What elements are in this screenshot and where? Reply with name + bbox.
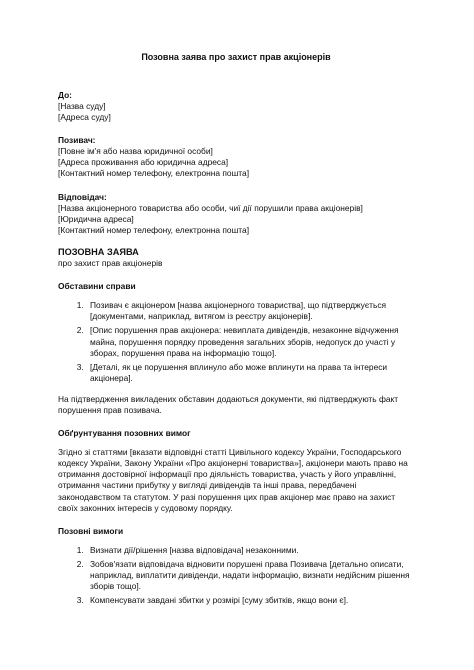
plaintiff-label: Позивач: bbox=[58, 135, 96, 146]
grounds-heading: Обґрунтування позовних вимог bbox=[58, 428, 191, 439]
list-item: 3. Компенсувати завдані збитки у розмірі [суму збитків, якщо вони є]. bbox=[86, 595, 414, 606]
plaintiff-address: [Адреса проживання або юридична адреса] bbox=[58, 157, 229, 168]
document-title: Позовна заява про захист прав акціонерів bbox=[141, 52, 331, 62]
recipient-label: До: bbox=[58, 89, 72, 100]
circumstances-list bbox=[58, 300, 414, 384]
list-item: 1. Визнати дії/рішення [назва відповідача] незаконними. bbox=[86, 545, 414, 556]
court-address: [Адреса суду] bbox=[58, 112, 111, 123]
list-item: 2. Зобов'язати відповідача відновити порушені права Позивача [детально описати, наприклад, виплатити дивіденди, надати інформацію, визнати недійсним рішення зборів тощо]. bbox=[86, 559, 414, 592]
demands-list bbox=[58, 545, 414, 606]
claim-heading-block bbox=[58, 246, 414, 269]
recipient-block bbox=[58, 90, 414, 123]
list-item: 2. [Опис порушення прав акціонера: невиплата дивідендів, незаконне відчуження майна, порушення порядку проведення загальних зборів, недопуск до участі у зборах, порушення права на інформацію тощо]. bbox=[86, 325, 414, 358]
defendant-block bbox=[58, 192, 414, 236]
court-name: [Назва суду] bbox=[58, 100, 106, 111]
plaintiff-name: [Повне ім'я або назва юридичної особи] bbox=[58, 146, 213, 157]
circumstances-heading: Обставини справи bbox=[58, 281, 136, 292]
list-item: 1. Позивач є акціонером [назва акціонерного товариства], що підтверджується [документами, наприклад, витягом із реєстру акціонерів]. bbox=[86, 300, 414, 322]
plaintiff-contacts: [Контактний номер телефону, електронна пошта] bbox=[58, 168, 250, 179]
claim-heading: ПОЗОВНА ЗАЯВА bbox=[58, 246, 139, 257]
grounds-text: Згідно зі статтями [вказати відповідні статті Цивільного кодексу України, Господарського кодексу України, Закону України «Про акціонерні товариства»], акціонери мають право на отримання достовірної інформації про діяльність товариства, участь у його управлінні, отримання частини прибутку у вигляді дивідендів та інші права, передбачені законодавством та статутом. У разі порушення цих прав акціонер має право на захист своїх законних інтересів у судовому порядку. bbox=[58, 447, 408, 513]
defendant-name: [Назва акціонерного товариства або особи, чиї дії порушили права акціонерів] bbox=[58, 202, 363, 213]
defendant-address: [Юридична адреса] bbox=[58, 213, 134, 224]
circumstances-note: На підтвердження викладених обставин додаються документи, які підтверджують факт порушення прав позивача. bbox=[58, 393, 399, 415]
demands-section bbox=[58, 526, 414, 607]
demands-heading: Позовні вимоги bbox=[58, 525, 124, 536]
grounds-section bbox=[58, 428, 414, 514]
claim-subheading: про захист прав акціонерів bbox=[58, 258, 163, 269]
plaintiff-block bbox=[58, 135, 414, 179]
defendant-contacts: [Контактний номер телефону, електронна пошта] bbox=[58, 224, 250, 235]
defendant-label: Відповідач: bbox=[58, 191, 107, 202]
list-item: 3. [Деталі, як це порушення вплинуло або може вплинути на права та інтереси акціонера]. bbox=[86, 362, 414, 384]
circumstances-section bbox=[58, 281, 414, 416]
